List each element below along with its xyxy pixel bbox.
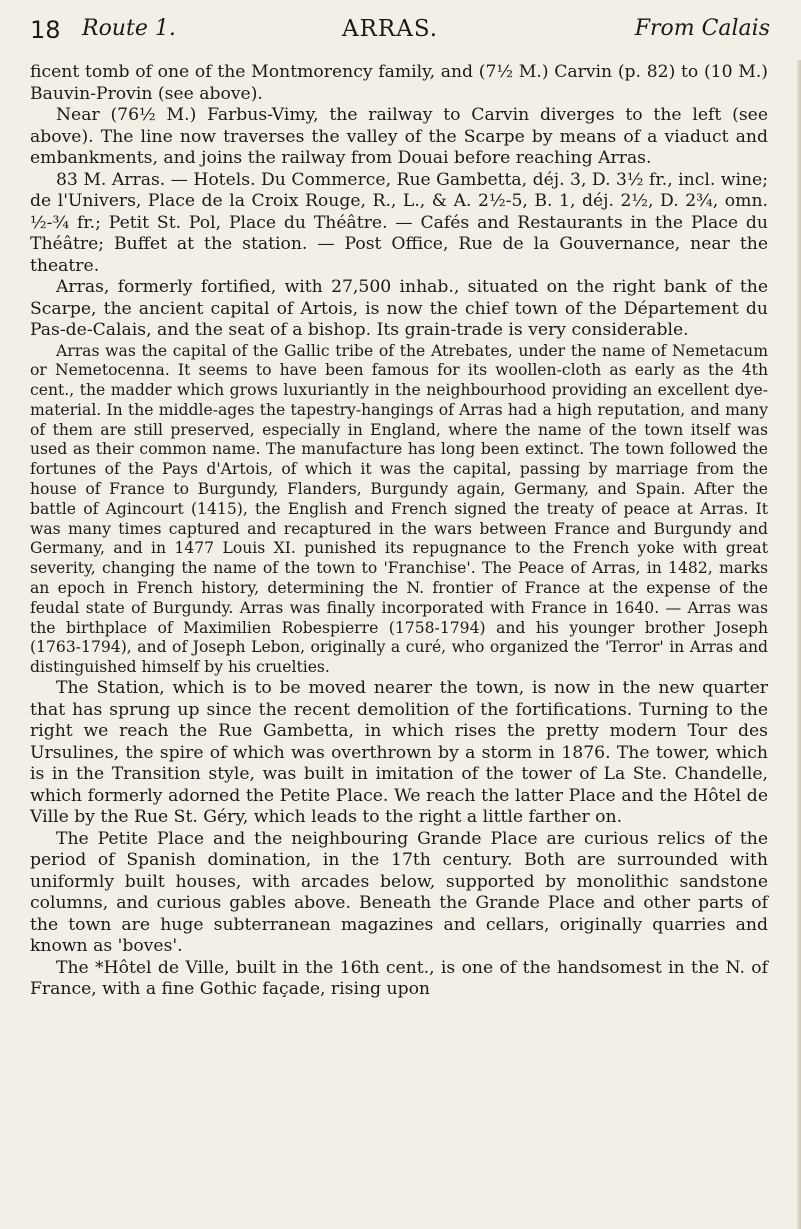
paragraph-continuation: ficent tomb of one of the Montmorency family, and (7½ M.) Carvin (p. 82) to (10 M.) Bauvin-Provin (see above). xyxy=(30,62,768,104)
paragraph-hotels: 83 M. Arras. — Hotels. Du Commerce, Rue Gambetta, déj. 3, D. 3½ fr., incl. wine; de l'Univers, Place de la Croix Rouge, R., L., & A. 2½-5, B. 1, déj. 2½, D. 2¾, omn. ½-¾ fr.; Petit St. Pol, Place du Théâtre. — Cafés and Restaurants in the Place du Théâtre; Buffet at the station. — Post Office, Rue de la Gouvernance, near the theatre. xyxy=(30,169,768,276)
paragraph-hotel-de-ville: The *Hôtel de Ville, built in the 16th cent., is one of the handsomest in the N. of France, with a fine Gothic façade, rising upon xyxy=(30,957,768,1000)
from-label: From Calais xyxy=(634,16,770,41)
paragraph-arras-intro: Arras, formerly fortified, with 27,500 inhab., situated on the right bank of the Scarpe, the ancient capital of Artois, is now the chief town of the Département du Pas-de-Calais, and the seat of a bishop. Its grain-trade is very considerable. xyxy=(30,277,768,340)
paragraph-history: Arras was the capital of the Gallic tribe of the Atrebates, under the name of Nemetacum or Nemetocenna. It seems to have been famous for its woollen-cloth as early as the 4th cent., the madder which grows luxuriantly in the neighbourhood providing an excellent dye-material. In the middle-ages the tapestry-hangings of Arras had a high reputation, and many of them are still preserved, especially in England, where the name of the town itself was used as their common name. The manufacture has long been extinct. The town followed the fortunes of the Pays d'Artois, of which it was the capital, passing by marriage from the house of France to Burgundy, Flanders, Burgundy again, Germany, and Spain. After the battle of Agincourt (1415), the English and French signed the treaty of peace at Arras. It was many times captured and recaptured in the wars between France and Burgundy and Germany, and in 1477 Louis XI. punished its repugnance to the French yoke with great severity, changing the name of the town to 'Franchise'. The Peace of Arras, in 1482, marks an epoch in French history, determining the N. frontier of France at the expense of the feudal state of Burgundy. Arras was finally incorporated with France in 1640. — Arras was the birthplace of Maximilien Robespierre (1758-1794) and his younger brother Joseph (1763-1794), and of Joseph Lebon, originally a curé, who organized the 'Terror' in Arras and distinguished himself by his cruelties. xyxy=(30,341,768,677)
paragraph-places: The Petite Place and the neighbouring Grande Place are curious relics of the period of Spanish domination, in the 17th century. Both are surrounded with uniformly built houses, with arcades below, supported by monolithic sandstone columns, and curious gables above. Beneath the Grande Place and other parts of the town are huge subterranean magazines and cellars, originally quarries and known as 'boves'. xyxy=(30,828,768,957)
route-label: Route 1. xyxy=(82,16,176,41)
city-heading: ARRAS. xyxy=(342,16,439,42)
paragraph-railway: Near (76½ M.) Farbus-Vimy, the railway to Carvin diverges to the left (see above). The line now traverses the valley of the Scarpe by means of a viaduct and embankments, and joins the railway from Douai before reaching Arras. xyxy=(30,105,768,168)
page-number: 18 xyxy=(30,16,61,44)
paragraph-station: The Station, which is to be moved nearer the town, is now in the new quarter that has sprung up since the recent demolition of the fortifications. Turning to the right we reach the Rue Gambetta, in which rises the pretty modern Tour des Ursulines, the spire of which was overthrown by a storm in 1876. The tower, which is in the Transition style, was built in imitation of the tower of La Ste. Chandelle, which formerly adorned the Petite Place. We reach the latter Place and the Hôtel de Ville by the Rue St. Géry, which leads to the right a little farther on. xyxy=(30,678,768,828)
running-header xyxy=(30,10,770,50)
body-text xyxy=(30,62,768,1001)
page-edge-shadow xyxy=(797,60,801,1229)
